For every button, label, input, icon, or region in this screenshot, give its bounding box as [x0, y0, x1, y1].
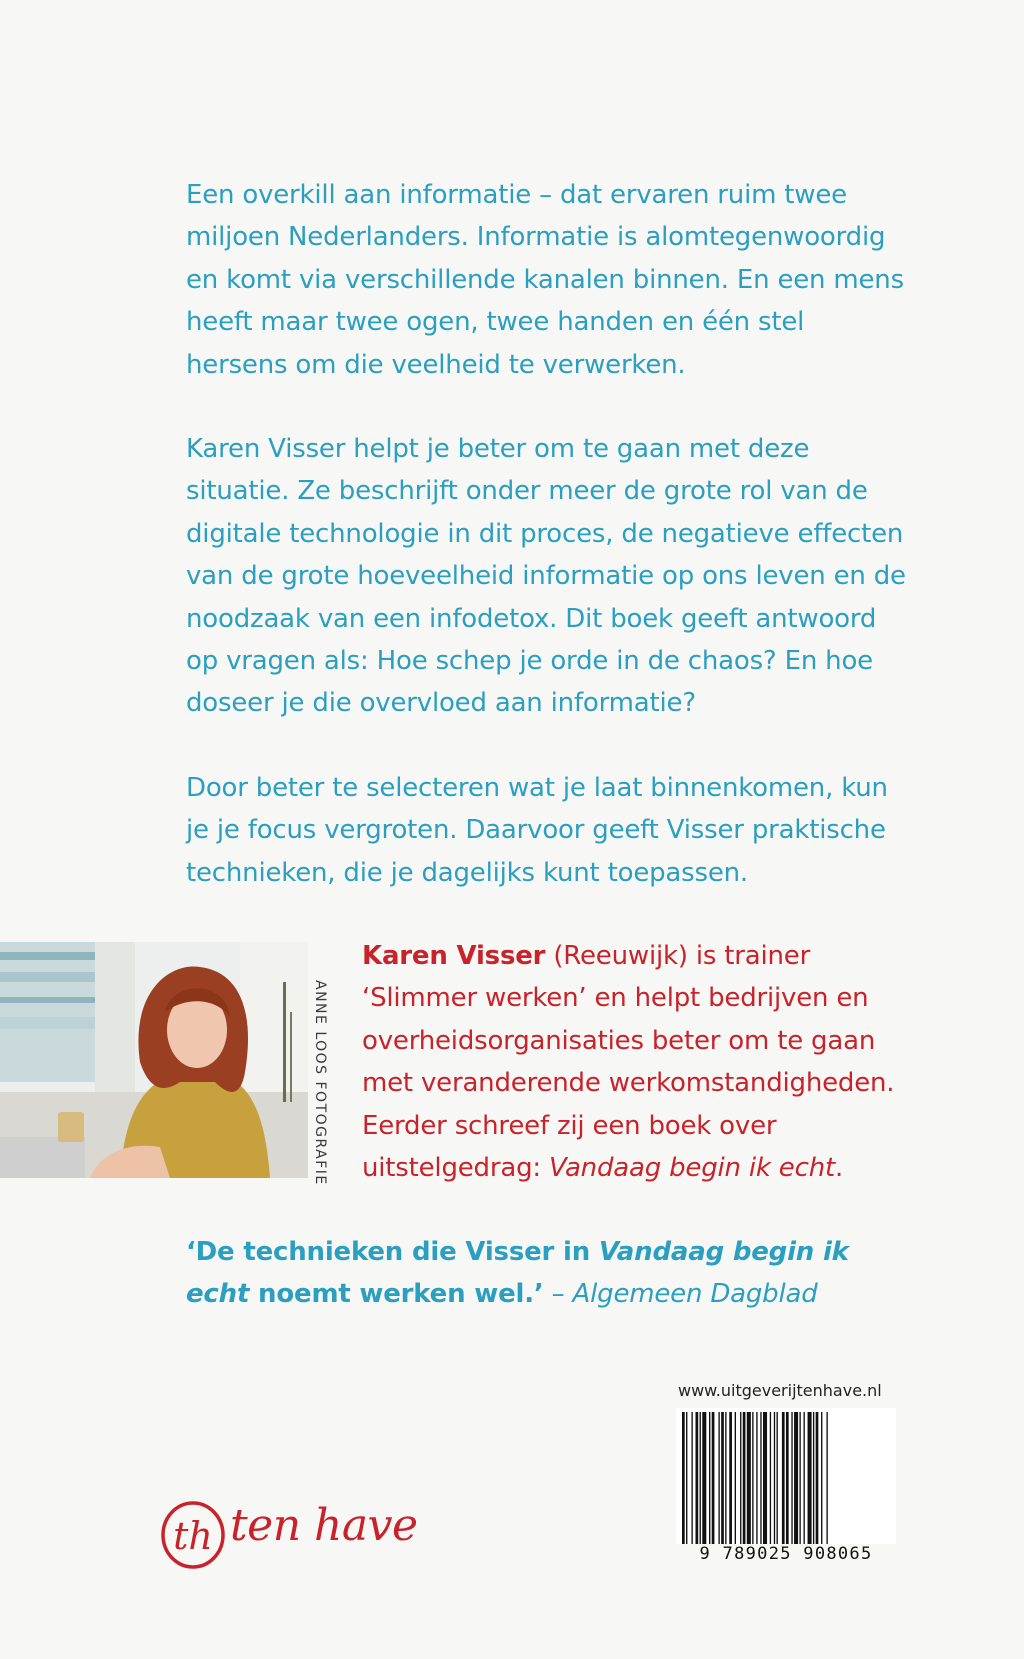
barcode-bar	[760, 1412, 761, 1554]
barcode-bar	[756, 1412, 757, 1554]
barcode-bar	[740, 1412, 741, 1554]
review-source: Algemeen Dagblad	[572, 1279, 818, 1310]
review-quote	[186, 1231, 906, 1316]
barcode-bar	[747, 1412, 751, 1554]
blurb-paragraph-2: Karen Visser helpt je beter om te gaan met deze situatie. Ze beschrijft onder meer de grote rol van de digitale technologie in dit proces, de negatieve effecten van de grote hoeveelheid informatie op ons leven en de noodzaak van een infodetox. Dit boek geeft antwoord op vragen als: Hoe schep je orde in de chaos? En hoe doseer je die overvloed aan informatie?	[186, 434, 906, 719]
author-photo-illustration	[0, 942, 308, 1178]
barcode-bar	[763, 1412, 767, 1554]
isbn-number: 9 789025 908065	[676, 1544, 896, 1564]
blurb-paragraph-1: Een overkill aan informatie – dat ervaren ruim twee miljoen Nederlanders. Informatie is alomtegenwoordig en komt via verschillende kanalen binnen. En een mens heeft maar twee ogen, twee handen en één stel hersens om die veelheid te verwerken.	[186, 180, 904, 380]
barcode-bar	[777, 1412, 778, 1554]
blurb-paragraph-3: Door beter te selecteren wat je laat binnenkomen, kun je je focus vergroten. Daarvoor geeft Visser praktische technieken, die je dagelijks kunt toepassen.	[186, 773, 888, 888]
author-bio-end: .	[834, 1153, 844, 1184]
logo-mark: th	[173, 1514, 213, 1558]
barcode-bar	[712, 1412, 715, 1554]
barcode-bar	[794, 1412, 798, 1554]
barcode-bar	[686, 1412, 687, 1554]
author-photo	[0, 942, 308, 1178]
barcode-bar	[826, 1412, 827, 1554]
barcode-bar	[696, 1412, 699, 1554]
barcode-bar	[725, 1412, 726, 1554]
barcode-bar	[718, 1412, 719, 1554]
barcode-bar	[702, 1412, 706, 1554]
barcode-bar	[774, 1412, 775, 1554]
publisher-name: ten have	[230, 1500, 418, 1551]
barcode-bar	[743, 1412, 746, 1554]
review-book-title: Vandaag begin ik echt	[186, 1237, 849, 1310]
barcode-bar	[813, 1412, 814, 1554]
barcode-bar	[721, 1412, 724, 1554]
barcode-bar	[770, 1412, 771, 1554]
author-bio	[362, 935, 922, 1189]
barcode-bar	[691, 1412, 692, 1554]
isbn-barcode	[676, 1408, 896, 1558]
barcode-bar	[808, 1412, 812, 1554]
author-bio-text: (Reeuwijk) is trainer ‘Slimmer werken’ en helpt bedrijven en overheidsorganisaties beter om te gaan met veranderende werkomstandigheden. Eerder schreef zij een boek over uitstelgedrag:	[362, 941, 895, 1184]
publisher-website: www.uitgeverijtenhave.nl	[678, 1381, 882, 1400]
barcode-bar	[735, 1412, 736, 1554]
barcode-bar	[821, 1412, 822, 1554]
review-separator: –	[543, 1279, 573, 1310]
review-part-2: noemt werken wel.’	[249, 1279, 544, 1310]
barcode-bar	[804, 1412, 805, 1554]
barcode-bar	[782, 1412, 785, 1554]
barcode-bar	[799, 1412, 800, 1554]
barcode-bar	[729, 1412, 732, 1554]
barcode-bar	[682, 1412, 685, 1554]
barcode-bar	[786, 1412, 789, 1554]
previous-book-title: Vandaag begin ik echt	[549, 1153, 835, 1184]
author-name: Karen Visser	[362, 941, 546, 971]
barcode-bar	[752, 1412, 753, 1554]
barcode-bar	[700, 1412, 701, 1554]
barcode-bar	[791, 1412, 792, 1554]
barcode-bar	[709, 1412, 710, 1554]
barcode-bar	[816, 1412, 819, 1554]
review-part-1: ‘De technieken die Visser in	[186, 1237, 599, 1267]
photo-credit: ANNE LOOS FOTOGRAFIE	[312, 980, 328, 1186]
